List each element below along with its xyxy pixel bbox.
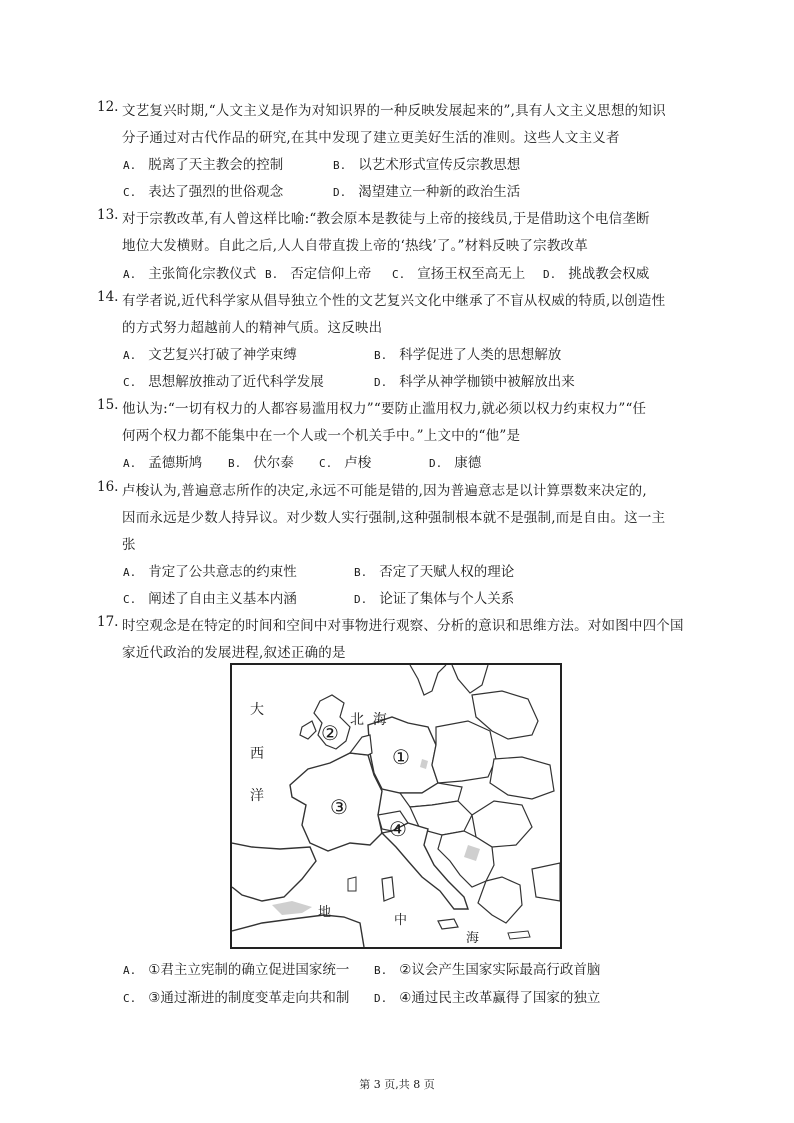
- map-marker-4: ④: [389, 817, 407, 841]
- question-stem-line: 的方式努力超越前人的精神气质。这反映出: [122, 320, 383, 336]
- europe-map-drawing: [232, 665, 560, 947]
- map-label-atlantic: 大: [250, 702, 264, 718]
- option-b[interactable]: B. 否定了天赋人权的理论: [354, 564, 515, 580]
- option-d[interactable]: D. 论证了集体与个人关系: [354, 591, 515, 607]
- option-b[interactable]: B. 伏尔泰: [228, 455, 294, 471]
- question-number: 15.: [97, 397, 119, 413]
- option-d[interactable]: D. 科学从神学枷锁中被解放出来: [374, 374, 575, 390]
- question-stem-line: 卢梭认为,普遍意志所作的决定,永远不可能是错的,因为普遍意志是以计算票数来决定的,: [122, 483, 647, 499]
- option-b[interactable]: B. 否定信仰上帝: [265, 266, 372, 282]
- question-stem-line: 分子通过对古代作品的研究,在其中发现了建立更美好生活的准则。这些人文主义者: [122, 130, 620, 146]
- option-c[interactable]: C. 宣扬王权至高无上: [392, 266, 526, 282]
- question-stem-line: 何两个权力都不能集中在一个人或一个机关手中。”上文中的“他”是: [122, 428, 521, 444]
- option-a[interactable]: A. 脱离了天主教会的控制: [123, 157, 284, 173]
- question-number: 14.: [97, 289, 119, 305]
- map-label-mediterranean: 中: [394, 913, 408, 928]
- europe-map-figure: [230, 663, 562, 949]
- question-stem-line: 因而永远是少数人持异议。对少数人实行强制,这种强制根本就不是强制,而是自由。这一主: [122, 510, 666, 526]
- option-a[interactable]: A. 孟德斯鸠: [123, 455, 203, 471]
- option-c[interactable]: C. 阐述了自由主义基本内涵: [123, 591, 297, 607]
- map-label-mediterranean: 海: [466, 931, 480, 946]
- question-stem-line: 他认为:“一切有权力的人都容易滥用权力”“要防止滥用权力,就必须以权力约束权力”“任: [122, 401, 647, 417]
- option-b[interactable]: B. ②议会产生国家实际最高行政首脑: [374, 962, 601, 978]
- question-stem-line: 家近代政治的发展进程,叙述正确的是: [122, 645, 346, 661]
- option-c[interactable]: C. 卢梭: [319, 455, 372, 471]
- option-d[interactable]: D. 渴望建立一种新的政治生活: [333, 184, 521, 200]
- option-d[interactable]: D. ④通过民主改革赢得了国家的独立: [374, 990, 601, 1006]
- option-d[interactable]: D. 康德: [429, 455, 482, 471]
- map-marker-3: ③: [330, 795, 348, 819]
- option-a[interactable]: A. ①君主立宪制的确立促进国家统一: [123, 962, 350, 978]
- map-label-atlantic: 西: [250, 746, 264, 762]
- question-stem-line: 对于宗教改革,有人曾这样比喻:“教会原本是教徒与上帝的接线员,于是借助这个电信垄断: [122, 211, 650, 227]
- map-marker-2: ②: [321, 721, 339, 745]
- page-footer: 第 3 页,共 8 页: [359, 1078, 435, 1091]
- question-number: 12.: [97, 99, 119, 115]
- option-a[interactable]: A. 肯定了公共意志的约束性: [123, 564, 297, 580]
- option-a[interactable]: A. 主张简化宗教仪式: [123, 266, 257, 282]
- map-marker-1: ①: [392, 745, 410, 769]
- question-stem-line: 文艺复兴时期,“人文主义是作为对知识界的一种反映发展起来的”,具有人文主义思想的知识: [122, 103, 666, 119]
- question-stem-line: 时空观念是在特定的时间和空间中对事物进行观察、分析的意识和思维方法。对如图中四个国: [122, 618, 684, 634]
- option-c[interactable]: C. ③通过渐进的制度变革走向共和制: [123, 990, 350, 1006]
- question-number: 16.: [97, 479, 119, 495]
- option-b[interactable]: B. 科学促进了人类的思想解放: [374, 347, 562, 363]
- map-label-mediterranean: 地: [318, 905, 332, 920]
- question-stem-line: 有学者说,近代科学家从倡导独立个性的文艺复兴文化中继承了不盲从权威的特质,以创造性: [122, 293, 666, 309]
- map-label-atlantic: 洋: [250, 788, 264, 804]
- option-b[interactable]: B. 以艺术形式宣传反宗教思想: [333, 157, 521, 173]
- question-stem-line: 地位大发横财。自此之后,人人自带直拨上帝的‘热线’了。”材料反映了宗教改革: [122, 238, 588, 254]
- question-number: 17.: [97, 614, 119, 630]
- map-label-north-sea: 北 海: [350, 712, 387, 728]
- question-number: 13.: [97, 207, 119, 223]
- option-d[interactable]: D. 挑战教会权威: [543, 266, 650, 282]
- option-c[interactable]: C. 思想解放推动了近代科学发展: [123, 374, 324, 390]
- question-stem-line: 张: [122, 537, 136, 553]
- option-a[interactable]: A. 文艺复兴打破了神学束缚: [123, 347, 297, 363]
- option-c[interactable]: C. 表达了强烈的世俗观念: [123, 184, 284, 200]
